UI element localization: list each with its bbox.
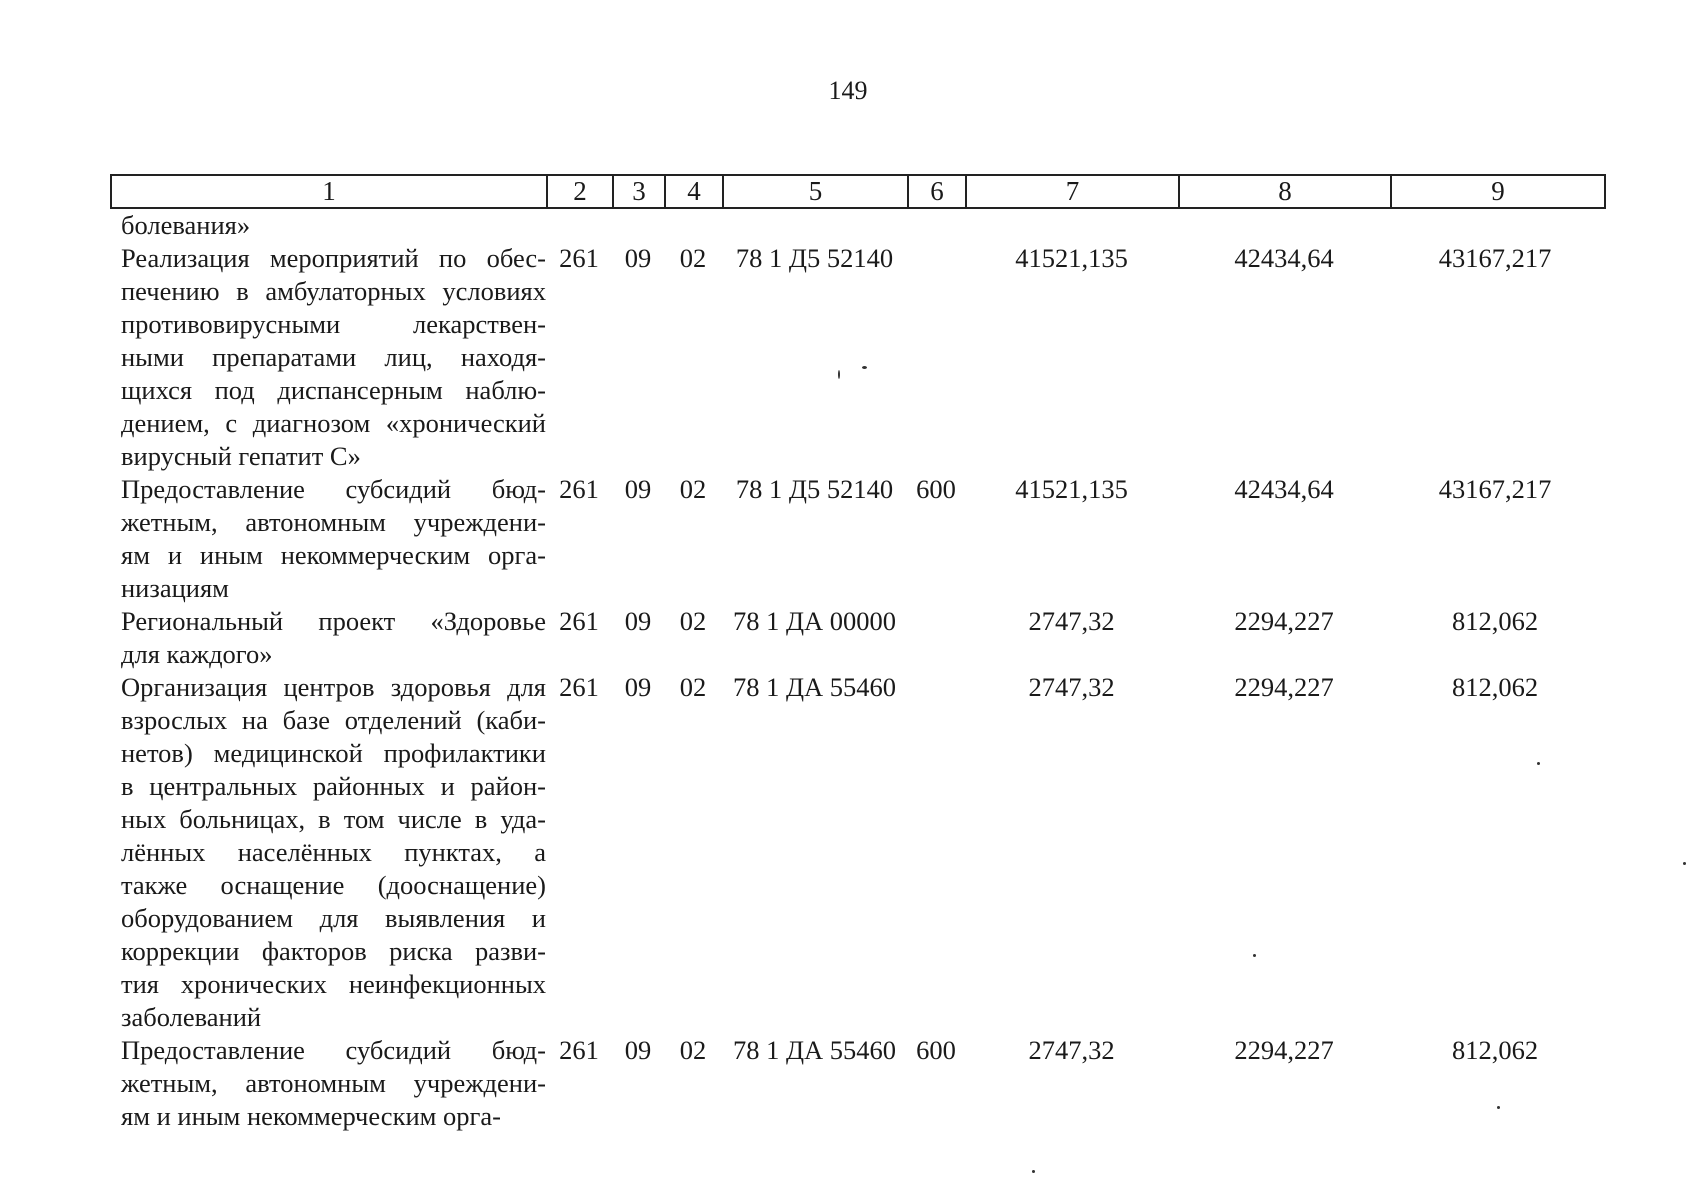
description-line: дением, с диагнозом «хронический	[121, 408, 546, 438]
description-line: ных больницах, в том числе в уда-	[121, 804, 546, 834]
table-row	[110, 605, 1604, 671]
description-line: Предоставление субсидий бюд-	[121, 474, 546, 504]
description-line: ям и иным некоммерческим орга-	[121, 1101, 501, 1131]
ministry-code: 261	[559, 474, 599, 504]
amount-year-3: 812,062	[1451, 606, 1539, 636]
description-line: Предоставление субсидий бюд-	[121, 1035, 546, 1065]
table-row	[110, 671, 1604, 1034]
row-description	[110, 209, 546, 242]
table-header	[110, 174, 1606, 209]
description-line: коррекции факторов риска разви-	[121, 936, 546, 966]
target-article: 78 1 ДА 55460	[732, 672, 897, 702]
description-line: взрослых на базе отделений (каби-	[121, 705, 546, 735]
amount-year-1: 2747,32	[1028, 672, 1115, 702]
subsection-code: 02	[679, 672, 707, 702]
section-code: 09	[624, 474, 652, 504]
description-line: вирусный гепатит С»	[121, 441, 361, 471]
description-line: печению в амбулаторных условиях	[121, 276, 546, 306]
target-article: 78 1 Д5 52140	[735, 243, 894, 273]
table-row	[110, 473, 1604, 605]
expense-type: 600	[916, 1035, 956, 1065]
header-col-6: 6	[908, 175, 966, 208]
amount-year-1: 41521,135	[1015, 243, 1128, 273]
amount-year-3: 812,062	[1451, 1035, 1539, 1065]
target-article: 78 1 ДА 00000	[732, 606, 897, 636]
target-article: 78 1 ДА 55460	[732, 1035, 897, 1065]
target-article: 78 1 Д5 52140	[735, 474, 894, 504]
description-line: нетов) медицинской профилактики	[121, 738, 546, 768]
row-description	[110, 242, 546, 473]
row-description	[110, 1034, 546, 1133]
description-line: ям и иным некоммерческим орга-	[121, 540, 546, 570]
amount-year-3: 812,062	[1451, 672, 1539, 702]
section-code: 09	[624, 606, 652, 636]
table-row	[110, 242, 1604, 473]
description-line: жетным, автономным учреждени-	[121, 1068, 546, 1098]
table-body	[110, 209, 1604, 1133]
amount-year-1: 2747,32	[1028, 606, 1115, 636]
amount-year-1: 41521,135	[1015, 474, 1128, 504]
subsection-code: 02	[679, 243, 707, 273]
description-line: щихся под диспансерным наблю-	[121, 375, 546, 405]
page-number: 149	[828, 76, 868, 105]
description-line: Организация центров здоровья для	[121, 672, 546, 702]
header-col-2: 2	[547, 175, 613, 208]
scan-speck	[1253, 954, 1256, 957]
ministry-code: 261	[559, 672, 599, 702]
description-line: в центральных районных и район-	[121, 771, 546, 801]
scan-speck	[1683, 862, 1686, 865]
subsection-code: 02	[679, 1035, 707, 1065]
subsection-code: 02	[679, 474, 707, 504]
description-line: также оснащение (дооснащение)	[121, 870, 546, 900]
description-line: болевания»	[121, 210, 251, 240]
description-line: для каждого»	[121, 639, 273, 669]
amount-year-3: 43167,217	[1438, 474, 1552, 504]
row-description	[110, 473, 546, 605]
scan-speck	[862, 366, 867, 369]
header-col-8: 8	[1179, 175, 1391, 208]
description-line: противовирусными лекарствен-	[121, 309, 546, 339]
table-row	[110, 1034, 1604, 1133]
ministry-code: 261	[559, 1035, 599, 1065]
header-col-4: 4	[665, 175, 723, 208]
header-col-9: 9	[1391, 175, 1605, 208]
amount-year-3: 43167,217	[1438, 243, 1552, 273]
scan-speck	[1537, 762, 1540, 765]
ministry-code: 261	[559, 606, 599, 636]
budget-table	[110, 174, 1604, 1133]
description-line: ными препаратами лиц, находя-	[121, 342, 546, 372]
amount-year-2: 42434,64	[1234, 474, 1334, 504]
row-description	[110, 671, 546, 1034]
section-code: 09	[624, 672, 652, 702]
description-line: лённых населённых пунктах, а	[121, 837, 546, 867]
amount-year-1: 2747,32	[1028, 1035, 1115, 1065]
amount-year-2: 42434,64	[1234, 243, 1334, 273]
header-col-7: 7	[966, 175, 1179, 208]
description-line: Региональный проект «Здоровье	[121, 606, 546, 636]
description-line: оборудованием для выявления и	[121, 903, 546, 933]
amount-year-2: 2294,227	[1234, 606, 1334, 636]
table-row	[110, 209, 1604, 242]
header-col-1: 1	[111, 175, 547, 208]
row-description	[110, 605, 546, 671]
description-line: Реализация мероприятий по обес-	[121, 243, 546, 273]
description-line: заболеваний	[121, 1002, 262, 1032]
header-col-3: 3	[613, 175, 665, 208]
scan-speck	[1032, 1170, 1035, 1173]
description-line: низациям	[121, 573, 229, 603]
header-col-5: 5	[723, 175, 908, 208]
amount-year-2: 2294,227	[1234, 1035, 1334, 1065]
scan-speck	[1497, 1106, 1500, 1109]
subsection-code: 02	[679, 606, 707, 636]
amount-year-2: 2294,227	[1234, 672, 1334, 702]
ministry-code: 261	[559, 243, 599, 273]
description-line: тия хронических неинфекционных	[121, 969, 546, 999]
expense-type: 600	[916, 474, 956, 504]
description-line: жетным, автономным учреждени-	[121, 507, 546, 537]
section-code: 09	[624, 243, 652, 273]
scan-speck	[838, 370, 840, 379]
section-code: 09	[624, 1035, 652, 1065]
